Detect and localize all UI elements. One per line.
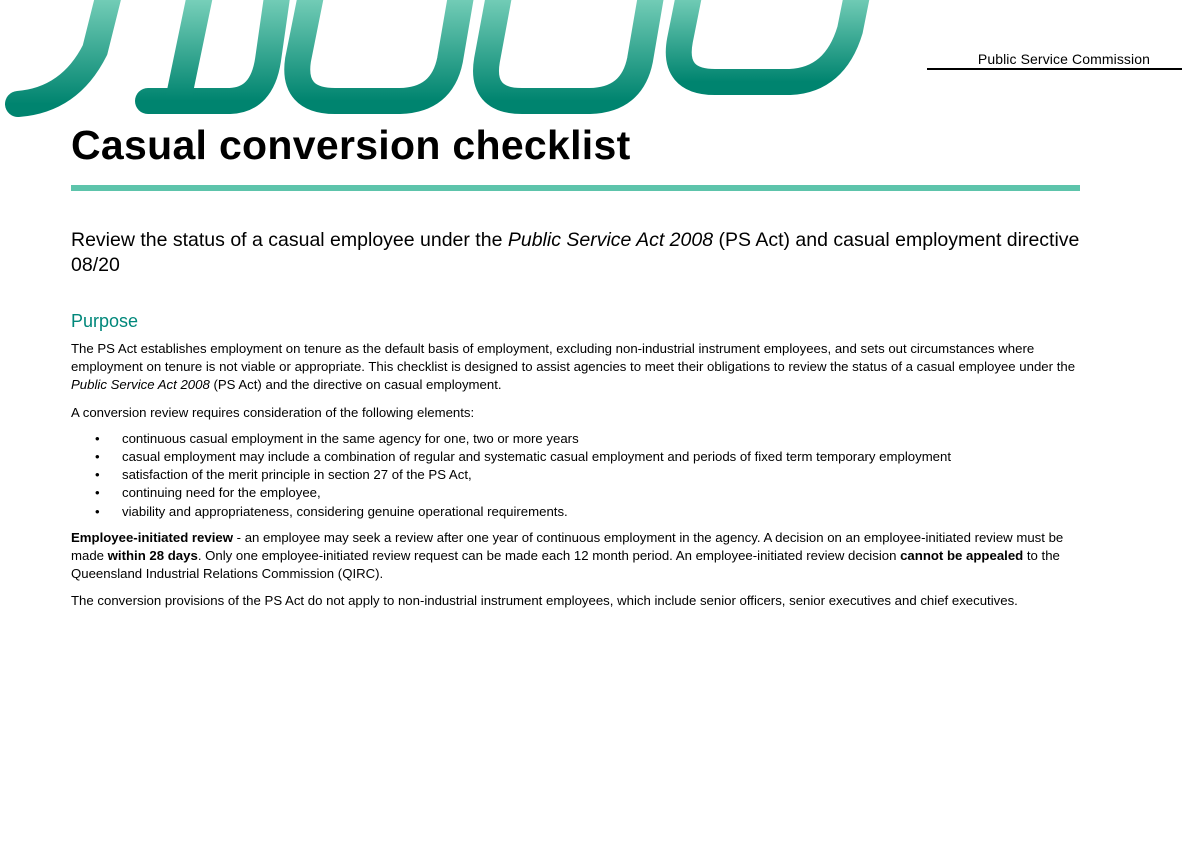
list-item: [71, 448, 1081, 466]
bullet-icon: •: [95, 485, 100, 501]
page-title: Casual conversion checklist: [71, 122, 631, 168]
employee-initiated-review-paragraph: [71, 529, 1081, 584]
logo-stroke-5: [297, 0, 462, 101]
employee-review-no-appeal: cannot be appealed: [900, 548, 1024, 564]
logo-stroke-6: [486, 0, 652, 101]
intro-act-name: Public Service Act 2008: [71, 377, 210, 393]
purpose-body: [71, 340, 1081, 620]
list-item-text: satisfaction of the merit principle in section 27 of the PS Act,: [122, 467, 472, 483]
list-item: [71, 503, 1081, 521]
subtitle-text-end: (PS Act) and casual employment directive 08/20: [71, 229, 1080, 276]
subtitle: [71, 228, 1081, 278]
logo-stroke-3: [148, 0, 278, 101]
list-item: [71, 430, 1081, 448]
logo-stroke-1: [18, 0, 110, 104]
subtitle-act-name: Public Service Act 2008: [507, 229, 714, 251]
header-rule: [927, 68, 1182, 70]
bullet-icon: •: [95, 449, 100, 465]
organisation-name: Public Service Commission: [977, 51, 1150, 67]
exclusions-note: The conversion provisions of the PS Act do not apply to non-industrial instrument employees, which include senior officers, senior executives and chief executives.: [71, 593, 1018, 609]
section-heading-purpose: Purpose: [71, 311, 139, 331]
list-item: [71, 466, 1081, 484]
logo-stroke-4: [178, 0, 200, 101]
employee-review-label: Employee-initiated review: [71, 529, 233, 545]
employee-review-text-3: to the Queensland Industrial Relations Commission (QIRC).: [71, 548, 1060, 582]
bullet-icon: •: [95, 467, 100, 483]
bullet-icon: •: [95, 503, 100, 519]
employee-review-text-2: . Only one employee-initiated review request can be made each 12 month period. An employee-initiated review decision: [197, 548, 901, 564]
list-item-text: viability and appropriateness, considering genuine operational requirements.: [122, 503, 568, 519]
purpose-intro-paragraph: [71, 340, 1081, 395]
employee-review-deadline: within 28 days: [107, 548, 198, 564]
logo-stroke-7: [679, 0, 858, 82]
list-item: [71, 484, 1081, 502]
intro-text-end: (PS Act) and the directive on casual employment.: [209, 377, 502, 393]
brand-logo: [0, 0, 880, 125]
title-rule: [71, 185, 1080, 191]
subtitle-text-start: Review the status of a casual employee under the: [71, 229, 508, 251]
employee-review-text-1: - an employee may seek a review after one year of continuous employment in the agency. A decision on an employee-initiated review must be made: [71, 529, 1064, 564]
list-item-text: continuous casual employment in the same agency for one, two or more years: [122, 430, 579, 446]
intro-text-start: The PS Act establishes employment on tenure as the default basis of employment, excluding non-industrial instrument employees, and sets out circumstances where employment on tenure is not viable or appropriate. This checklist is designed to assist agencies to meet their obligations to review the status of a casual employee under the: [71, 341, 1076, 375]
list-item-text: continuing need for the employee,: [122, 485, 321, 501]
list-item-text: casual employment may include a combination of regular and systematic casual employment and periods of fixed term temporary employment: [122, 449, 952, 465]
elements-intro: A conversion review requires consideration of the following elements:: [71, 404, 475, 420]
elements-list: [71, 430, 1081, 521]
bullet-icon: •: [95, 430, 100, 446]
